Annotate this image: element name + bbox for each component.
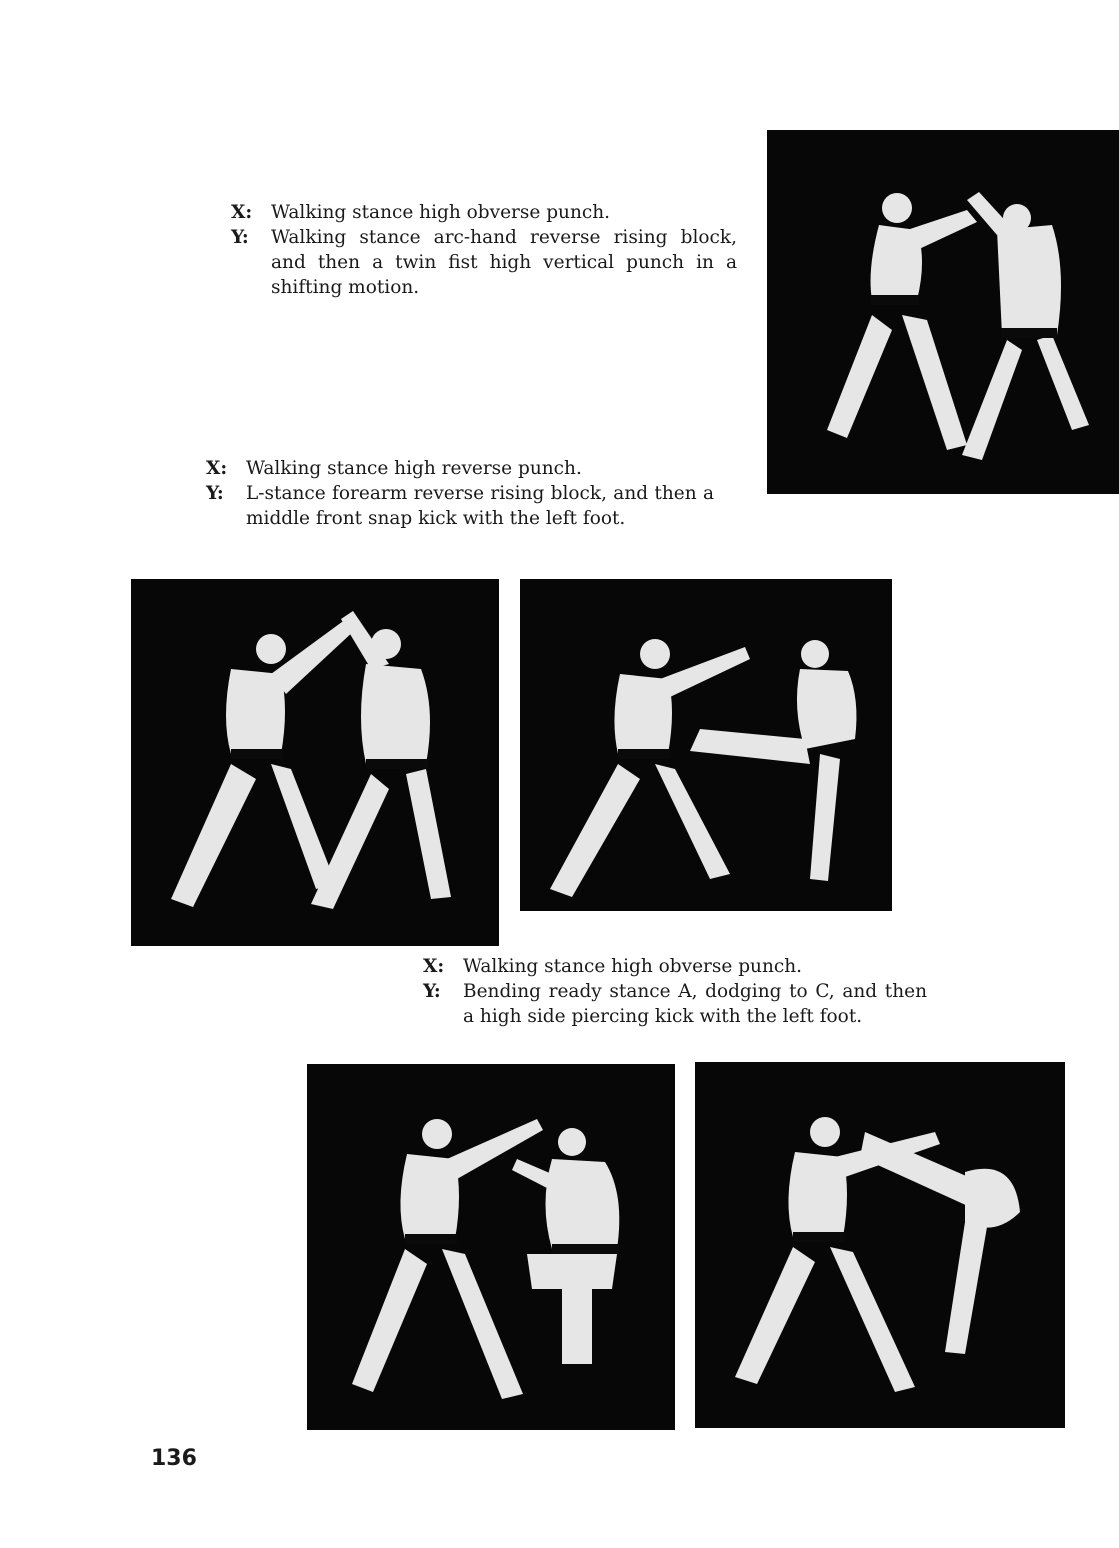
caption-2-x-text: Walking stance high reverse punch. xyxy=(246,458,582,479)
photo-3-image xyxy=(520,579,892,911)
caption-3 xyxy=(423,954,927,1029)
caption-3-y-text: Bending ready stance A, dodging to C, and then a high side piercing kick with the left foot. xyxy=(463,981,927,1027)
caption-1-y-text: Walking stance arc-hand reverse rising block, and then a twin fist high vertical punch in a shifting motion. xyxy=(271,227,737,298)
caption-3-y-label: Y: xyxy=(423,981,441,1002)
caption-2-y-label: Y: xyxy=(206,483,224,504)
photo-5-image xyxy=(695,1062,1065,1428)
caption-2-y-text: L-stance forearm reverse rising block, and then a middle front snap kick with the left foot. xyxy=(246,483,714,529)
caption-3-x-text: Walking stance high obverse punch. xyxy=(463,956,803,977)
photo-2 xyxy=(131,579,499,946)
caption-1-x-label: X: xyxy=(231,202,253,223)
photo-4 xyxy=(307,1064,675,1430)
caption-2 xyxy=(206,456,714,531)
caption-3-x-label: X: xyxy=(423,956,445,977)
caption-2-x-label: X: xyxy=(206,458,228,479)
photo-5 xyxy=(695,1062,1065,1428)
page-number: 136 xyxy=(151,1446,197,1471)
caption-1 xyxy=(231,200,737,300)
photo-1 xyxy=(767,130,1119,494)
photo-2-image xyxy=(131,579,499,946)
photo-1-image xyxy=(767,130,1119,494)
photo-3 xyxy=(520,579,892,911)
caption-1-y-label: Y: xyxy=(231,227,249,248)
caption-1-x-text: Walking stance high obverse punch. xyxy=(271,202,611,223)
photo-4-image xyxy=(307,1064,675,1430)
